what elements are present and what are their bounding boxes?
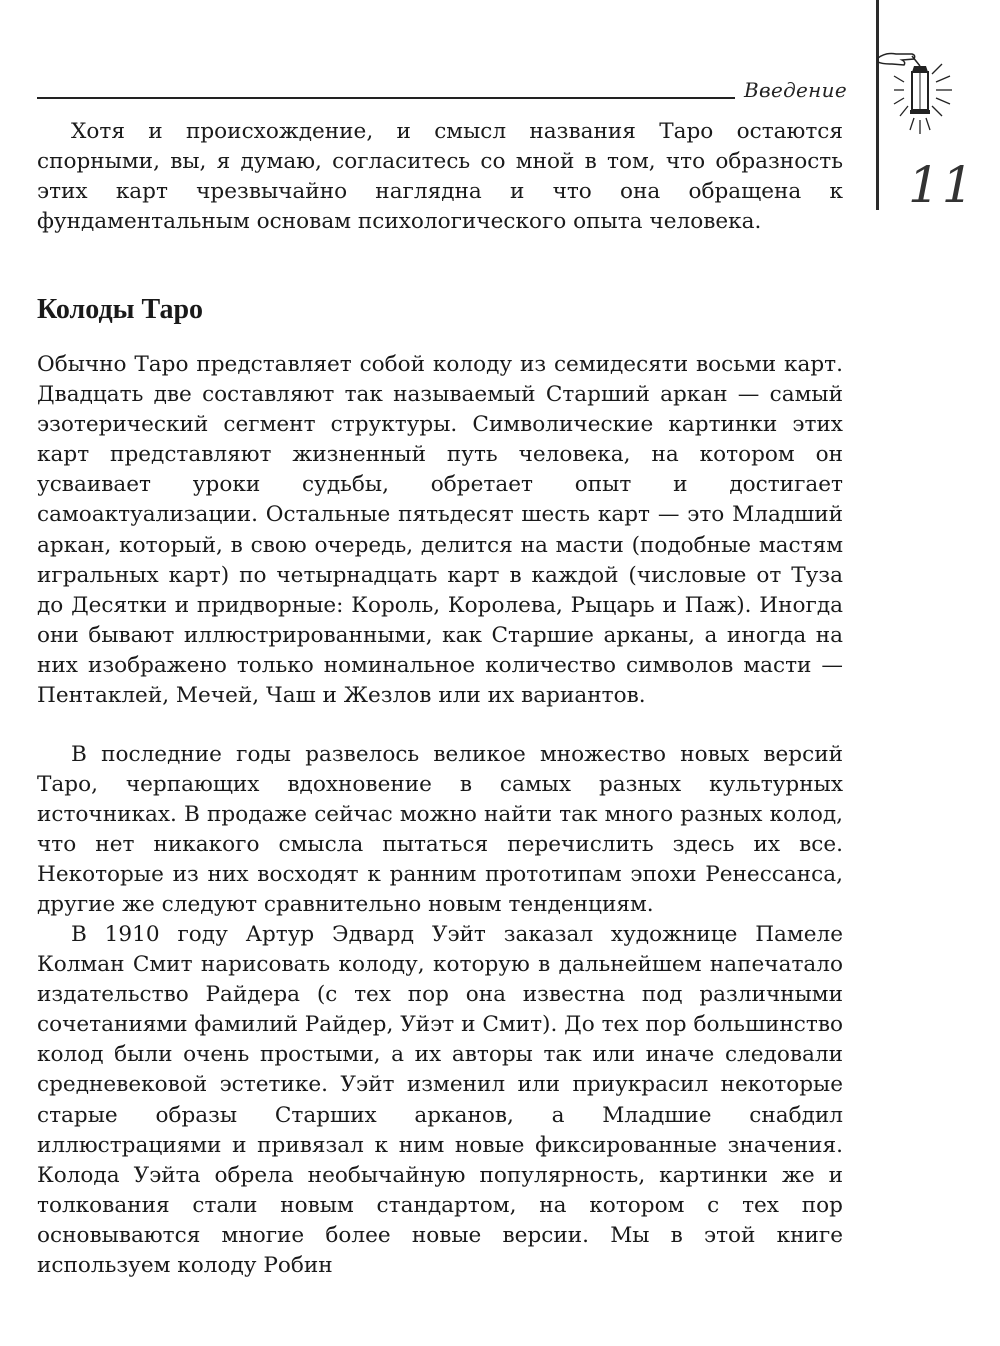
body-paragraph: В 1910 году Артур Эдвард Уэйт заказал художнице Памеле Колман Смит нарисовать колоду, которую в дальнейшем напечатало издательство Райдера (с тех пор она известна под различными сочетаниями фамилий Райдер, Уйэт и Смит). До тех пор большинство колод были очень простыми, а их авторы так или иначе следовали средневековой эстетике. Уэйт изменил или приукрасил некоторые старые образы Старших арканов, а Младшие снабдил иллюстрациями и привязал к ним новые фиксированные значения. Колода Уэйта обрела необычайную популярность, картинки же и толкования стали новым стандартом, на котором с тех пор основываются многие более новые версии. Мы в этой книге используем колоду Робин — [37, 922, 843, 1279]
body-paragraph: В последние годы развелось великое множество новых версий Таро, черпающих вдохновение в самых разных культурных источниках. В продаже сейчас можно найти так много разных колод, что нет никакого смысла пытаться перечислить здесь их все. Некоторые из них восходят к ранним прототипам эпохи Ренессанса, другие же следуют сравнительно новым тенденциям. — [37, 742, 843, 918]
page-number: 11 — [908, 156, 976, 214]
intro-paragraph: Хотя и происхождение, и смысл названия Таро остаются спорными, вы, я думаю, согласитесь со мной в том, что образность этих карт чрезвычайно наглядна и что она обращена к фундаментальным основам психологического опыта человека. — [37, 119, 843, 235]
lantern-icon — [876, 40, 976, 160]
running-head: Введение — [744, 78, 847, 102]
header-rule — [37, 97, 735, 99]
section-heading: Колоды Таро — [37, 294, 204, 325]
body-paragraph: Обычно Таро представляет собой колоду из семидесяти восьми карт. Двадцать две составляют так называемый Старший аркан — самый эзотерический сегмент структуры. Символические картинки этих карт представляют жизненный путь человека, на котором он усваивает уроки судьбы, обретает опыт и достигает самоактуализации. Остальные пятьдесят шесть карт — это Младший аркан, который, в свою очередь, делится на масти (подобные мастям игральных карт) по четырнадцать карт в каждой (числовые от Туза до Десятки и придворные: Король, Королева, Рыцарь и Паж). Иногда они бывают иллюстрированными, как Старшие арканы, а иногда на них изображено только номинальное количество символов масти — Пентаклей, Мечей, Чаш и Жезлов или их вариантов. — [37, 352, 843, 709]
